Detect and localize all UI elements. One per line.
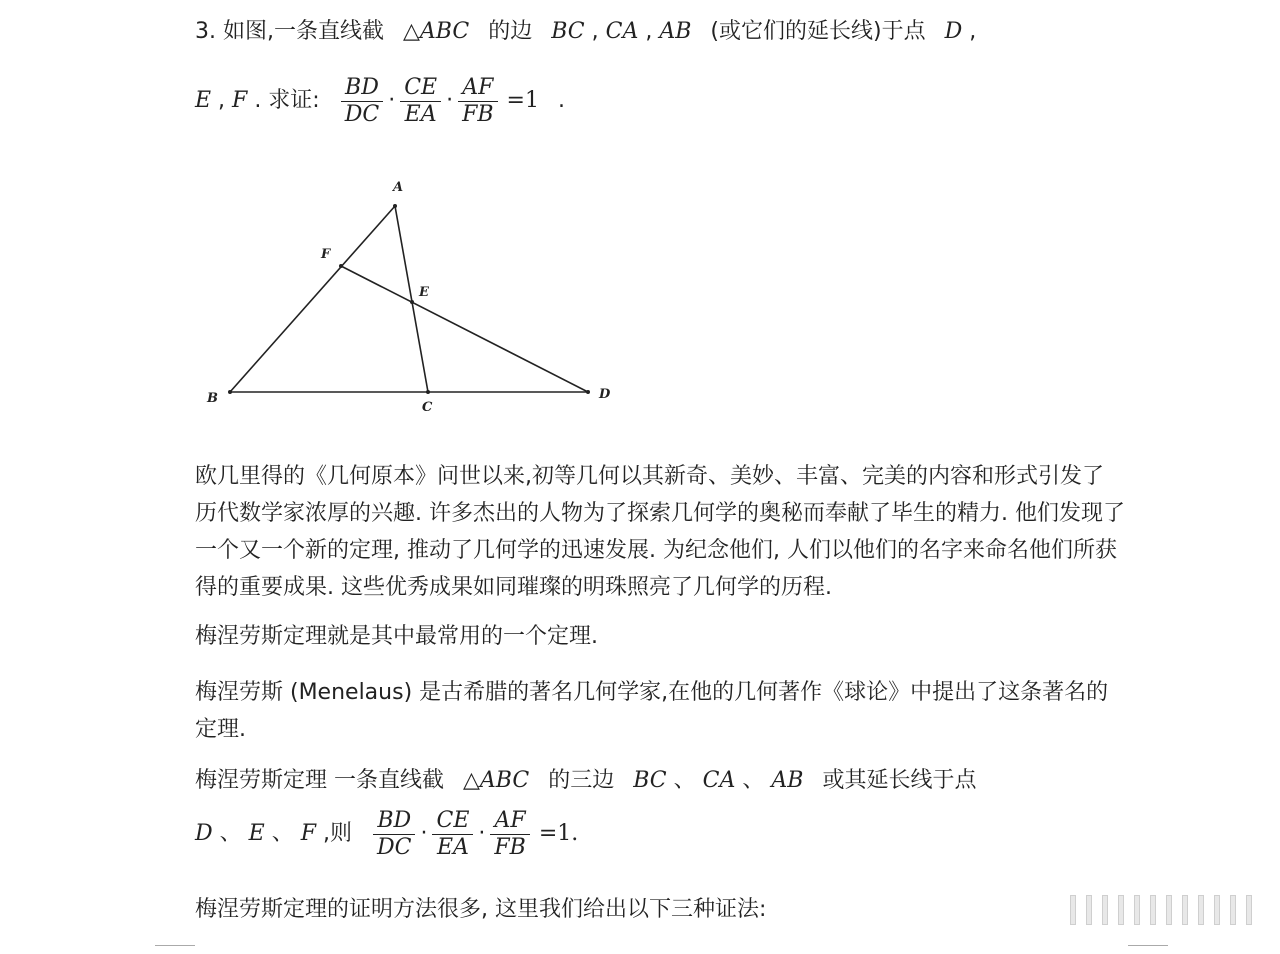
label-d: D — [599, 387, 611, 402]
theorem-line-2 — [195, 805, 578, 863]
point-e — [410, 300, 414, 304]
theorem-ext-text: 或其延长线于点 — [822, 768, 977, 793]
dot-operator: · — [420, 821, 428, 846]
triangle-diagram — [190, 170, 630, 420]
separator: 、 — [673, 768, 696, 793]
theorem-point-e: E — [248, 821, 265, 846]
problem-side-ab: AB — [659, 19, 692, 44]
problem-intro: 3. 如图,一条直线截 — [195, 19, 384, 44]
point-c — [426, 390, 430, 394]
problem-fraction-ce-ea: $\frac{CE}{EA}$ — [400, 75, 441, 128]
problem-ext-text: (或它们的延长线)于点 — [710, 19, 926, 44]
line-fd — [341, 266, 588, 392]
theorem-equals-one: =1. — [538, 821, 579, 846]
theorem-sides-text: 的三边 — [548, 768, 615, 793]
problem-prove-text: . 求证: — [254, 88, 320, 113]
problem-point-d: D — [944, 19, 963, 44]
watermark-icon — [1070, 895, 1252, 925]
theorem-side-bc: BC — [633, 768, 667, 793]
problem-triangle: △ABC — [402, 19, 470, 44]
label-a: A — [393, 180, 404, 195]
point-b — [228, 390, 232, 394]
paragraph-history: 欧几里得的《几何原本》问世以来,初等几何以其新奇、美妙、丰富、完美的内容和形式引发了历代数学家浓厚的兴趣. 许多杰出的人物为了探索几何学的奥秘而奉献了毕生的精力. 他们发现了一个又一个新的定理, 推动了几何学的迅速发展. 为纪念他们, 人们以他们的名字来命名他们所获得的重要成果. 这些优秀成果如同璀璨的明珠照亮了几何学的历程. — [195, 464, 1125, 600]
theorem-fraction-af-fb: $\frac{AF}{FB}$ — [490, 808, 529, 861]
problem-end: . — [557, 88, 565, 113]
dot-operator: · — [388, 88, 396, 113]
theorem-fraction-ce-ea: $\frac{CE}{EA}$ — [432, 808, 473, 861]
point-f — [339, 264, 343, 268]
paragraph-proof-methods: 梅涅劳斯定理的证明方法很多, 这里我们给出以下三种证法: — [195, 897, 767, 922]
point-d — [586, 390, 590, 394]
paragraph-menelaus-common: 梅涅劳斯定理就是其中最常用的一个定理. — [195, 624, 598, 649]
theorem-triangle: △ABC — [463, 768, 530, 793]
theorem-line-1 — [195, 766, 977, 796]
page-corner-marker-left — [155, 945, 195, 946]
theorem-lead: 梅涅劳斯定理 一条直线截 — [195, 768, 444, 793]
page-corner-marker-right — [1128, 945, 1168, 946]
theorem-fraction-bd-dc: $\frac{BD}{DC}$ — [373, 808, 415, 861]
theorem-point-f: F — [300, 821, 316, 846]
paragraph-menelaus-intro: 梅涅劳斯 (Menelaus) 是古希腊的著名几何学家,在他的几何著作《球论》中提出了这条著名的定理. — [195, 680, 1109, 742]
problem-side-bc: BC — [551, 19, 585, 44]
theorem-then: ,则 — [323, 821, 352, 846]
problem-point-e: E — [195, 88, 212, 113]
label-c: C — [422, 400, 433, 415]
problem-line-2: E , F . 求证: $\frac{BD}{DC}$ · $\frac{CE}{EA}$ · $\frac{AF}{FB}$ =1 . — [195, 72, 565, 130]
label-f: F — [321, 247, 331, 262]
problem-fraction-bd-dc: $\frac{BD}{DC}$ — [341, 75, 383, 128]
problem-point-f: F — [232, 88, 248, 113]
label-e: E — [419, 285, 429, 300]
point-a — [393, 204, 397, 208]
theorem-side-ab: AB — [771, 768, 804, 793]
separator: 、 — [219, 821, 242, 846]
problem-fraction-af-fb: $\frac{AF}{FB}$ — [458, 75, 497, 128]
theorem-side-ca: CA — [702, 768, 736, 793]
problem-side-ca: CA — [605, 19, 639, 44]
label-b: B — [207, 391, 218, 406]
separator: 、 — [271, 821, 294, 846]
dot-operator: · — [478, 821, 486, 846]
problem-equals-one: =1 — [506, 88, 539, 113]
separator: 、 — [742, 768, 765, 793]
dot-operator: · — [446, 88, 454, 113]
line-ba — [230, 206, 395, 392]
problem-sides-text: 的边 — [488, 19, 533, 44]
theorem-point-d: D — [195, 821, 213, 846]
problem-line-1: 3. 如图,一条直线截 △ABC 的边 BC , CA , AB (或它们的延长线)于点 D , — [195, 19, 977, 44]
